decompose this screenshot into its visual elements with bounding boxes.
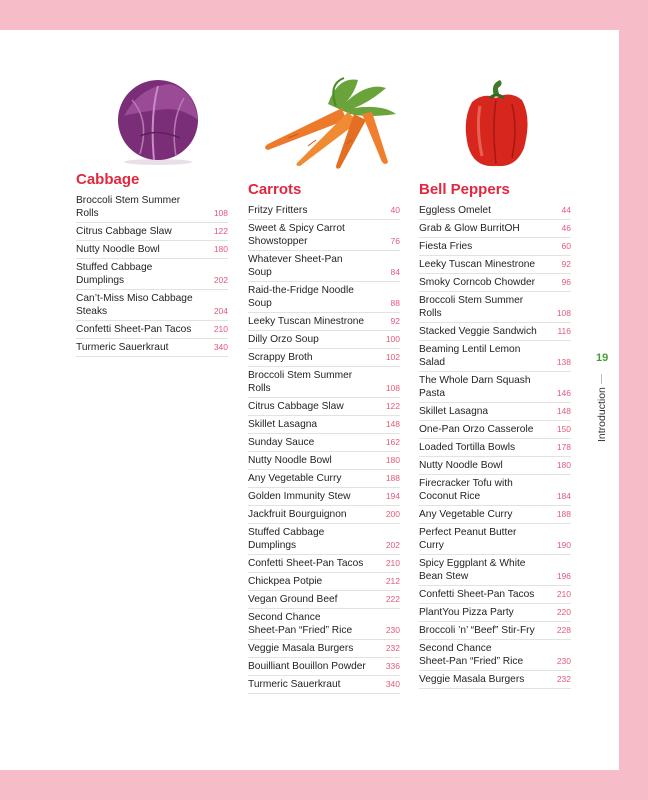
recipe-name: Nutty Noodle Bowl: [419, 460, 503, 471]
recipe-name: Firecracker Tofu with Coconut Rice: [419, 478, 513, 502]
recipe-name: Second Chance Sheet-Pan “Fried” Rice: [419, 643, 524, 667]
recipe-page-number: 228: [556, 625, 571, 635]
recipe-name: Confetti Sheet-Pan Tacos: [76, 324, 192, 335]
recipe-index-entry: [248, 313, 400, 331]
side-divider: [601, 374, 602, 384]
recipe-index-entry: [419, 202, 571, 220]
recipe-name: Jackfruit Bourguignon: [248, 509, 347, 520]
recipe-index-entry: [248, 331, 400, 349]
recipe-page-number: 340: [213, 342, 228, 352]
recipe-page-number: 190: [556, 540, 571, 550]
recipe-page-number: 40: [390, 205, 400, 215]
recipe-name: Turmeric Sauerkraut: [76, 342, 169, 353]
recipe-page-number: 202: [385, 540, 400, 550]
recipe-page-number: 148: [556, 406, 571, 416]
recipe-index-entry: [248, 488, 400, 506]
recipe-index-entry: [248, 452, 400, 470]
recipe-page-number: 88: [390, 298, 400, 308]
bell-peppers-recipe-list: [419, 202, 571, 689]
recipe-index-entry: [419, 372, 571, 403]
recipe-name: Stacked Veggie Sandwich: [419, 326, 537, 337]
recipe-name: Loaded Tortilla Bowls: [419, 442, 516, 453]
recipe-page-number: 230: [556, 656, 571, 666]
recipe-name: Veggie Masala Burgers: [248, 643, 354, 654]
recipe-index-entry: [419, 341, 571, 372]
recipe-index-entry: [248, 416, 400, 434]
carrots-index-column: [248, 180, 400, 694]
recipe-name: Raid-the-Fridge Noodle Soup: [248, 285, 354, 309]
recipe-page-number: 108: [213, 208, 228, 218]
bell-peppers-heading: Bell Peppers: [419, 181, 510, 198]
recipe-index-entry: [248, 506, 400, 524]
recipe-index-entry: [76, 321, 228, 339]
recipe-index-entry: [76, 339, 228, 357]
recipe-page-number: 180: [556, 460, 571, 470]
recipe-page-number: 202: [213, 275, 228, 285]
recipe-page-number: 108: [556, 308, 571, 318]
recipe-page-number: 116: [557, 326, 571, 336]
recipe-index-entry: [419, 506, 571, 524]
recipe-name: Leeky Tuscan Minestrone: [419, 259, 536, 270]
recipe-index-entry: [419, 323, 571, 341]
recipe-index-entry: [248, 282, 400, 313]
recipe-name: Skillet Lasagna: [248, 419, 318, 430]
recipe-index-entry: [76, 223, 228, 241]
recipe-index-entry: [419, 671, 571, 689]
recipe-name: Skillet Lasagna: [419, 406, 489, 417]
recipe-name: Vegan Ground Beef: [248, 594, 338, 605]
recipe-name: Nutty Noodle Bowl: [76, 244, 160, 255]
recipe-index-entry: [76, 192, 228, 223]
recipe-name: Smoky Corncob Chowder: [419, 277, 536, 288]
recipe-index-entry: [248, 658, 400, 676]
recipe-index-entry: [76, 241, 228, 259]
cabbage-heading: Cabbage: [76, 171, 140, 188]
recipe-index-entry: [248, 555, 400, 573]
carrots-illustration: [258, 74, 408, 170]
recipe-index-entry: [419, 475, 571, 506]
recipe-index-entry: [419, 238, 571, 256]
recipe-name: Broccoli Stem Summer Rolls: [76, 195, 181, 219]
recipe-index-entry: [419, 292, 571, 323]
recipe-name: Broccoli Stem Summer Rolls: [248, 370, 353, 394]
recipe-page-number: 108: [385, 383, 400, 393]
recipe-page-number: 146: [556, 388, 571, 398]
recipe-index-entry: [419, 604, 571, 622]
recipe-index-entry: [76, 259, 228, 290]
recipe-page-number: 212: [385, 576, 400, 586]
recipe-page-number: 92: [390, 316, 400, 326]
page-number: 19: [596, 352, 609, 364]
section-side-tab: [588, 352, 618, 452]
recipe-page-number: 162: [385, 437, 400, 447]
recipe-page-number: 188: [556, 509, 571, 519]
recipe-page-number: 184: [556, 491, 571, 501]
recipe-page-number: 336: [385, 661, 400, 671]
recipe-index-entry: [248, 591, 400, 609]
section-label: Introduction: [596, 387, 608, 442]
recipe-name: One-Pan Orzo Casserole: [419, 424, 534, 435]
recipe-name: Grab & Glow BurritOH: [419, 223, 520, 234]
recipe-page-number: 340: [385, 679, 400, 689]
recipe-name: Spicy Eggplant & White Bean Stew: [419, 558, 526, 582]
recipe-index-entry: [419, 256, 571, 274]
recipe-page-number: 60: [561, 241, 571, 251]
recipe-page-number: 210: [213, 324, 228, 334]
recipe-page-number: 76: [390, 236, 400, 246]
recipe-name: Citrus Cabbage Slaw: [248, 401, 344, 412]
recipe-page-number: 188: [385, 473, 400, 483]
recipe-name: Confetti Sheet-Pan Tacos: [419, 589, 535, 600]
recipe-index-entry: [248, 640, 400, 658]
recipe-name: Perfect Peanut Butter Curry: [419, 527, 517, 551]
recipe-index-entry: [248, 676, 400, 694]
recipe-name: Leeky Tuscan Minestrone: [248, 316, 365, 327]
recipe-page-number: 178: [556, 442, 571, 452]
recipe-index-entry: [419, 421, 571, 439]
recipe-name: Any Vegetable Curry: [248, 473, 342, 484]
recipe-name: Citrus Cabbage Slaw: [76, 226, 172, 237]
recipe-name: Confetti Sheet-Pan Tacos: [248, 558, 364, 569]
recipe-index-entry: [248, 398, 400, 416]
recipe-page-number: 46: [561, 223, 571, 233]
recipe-page-number: 232: [556, 674, 571, 684]
recipe-page-number: 222: [385, 594, 400, 604]
recipe-index-entry: [419, 403, 571, 421]
recipe-index-entry: [419, 586, 571, 604]
red-bell-pepper-illustration: [460, 78, 532, 170]
recipe-name: Sweet & Spicy Carrot Showstopper: [248, 223, 345, 247]
recipe-page-number: 180: [213, 244, 228, 254]
recipe-index-entry: [248, 524, 400, 555]
recipe-index-entry: [419, 555, 571, 586]
recipe-index-entry: [248, 470, 400, 488]
recipe-name: Veggie Masala Burgers: [419, 674, 525, 685]
recipe-name: Broccoli ’n’ “Beef” Stir-Fry: [419, 625, 535, 636]
recipe-index-entry: [248, 609, 400, 640]
recipe-page-number: 194: [385, 491, 400, 501]
carrots-heading: Carrots: [248, 181, 302, 198]
recipe-index-entry: [248, 251, 400, 282]
recipe-page-number: 96: [561, 277, 571, 287]
recipe-name: Chickpea Potpie: [248, 576, 323, 587]
recipe-index-entry: [419, 524, 571, 555]
recipe-index-entry: [419, 439, 571, 457]
recipe-index-entry: [248, 202, 400, 220]
recipe-name: Fiesta Fries: [419, 241, 473, 252]
recipe-name: Eggless Omelet: [419, 205, 491, 216]
recipe-page-number: 210: [556, 589, 571, 599]
recipe-name: Nutty Noodle Bowl: [248, 455, 332, 466]
recipe-index-entry: [248, 434, 400, 452]
recipe-page-number: 204: [213, 306, 228, 316]
recipe-page-number: 92: [561, 259, 571, 269]
recipe-page-number: 102: [385, 352, 400, 362]
recipe-page-number: 150: [556, 424, 571, 434]
recipe-name: Fritzy Fritters: [248, 205, 308, 216]
recipe-page-number: 180: [385, 455, 400, 465]
recipe-name: Broccoli Stem Summer Rolls: [419, 295, 524, 319]
recipe-index-entry: [419, 274, 571, 292]
recipe-page-number: 200: [385, 509, 400, 519]
cabbage-index-column: [76, 170, 228, 357]
recipe-name: Stuffed Cabbage Dumplings: [76, 262, 153, 286]
recipe-name: Turmeric Sauerkraut: [248, 679, 341, 690]
recipe-index-entry: [419, 220, 571, 238]
recipe-page-number: 220: [556, 607, 571, 617]
recipe-name: Any Vegetable Curry: [419, 509, 513, 520]
recipe-index-entry: [419, 622, 571, 640]
bell-peppers-index-column: [419, 180, 571, 689]
recipe-index-entry: [248, 573, 400, 591]
recipe-name: Stuffed Cabbage Dumplings: [248, 527, 325, 551]
recipe-index-entry: [76, 290, 228, 321]
recipe-name: Can’t-Miss Miso Cabbage Steaks: [76, 293, 193, 317]
recipe-name: Second Chance Sheet-Pan “Fried” Rice: [248, 612, 353, 636]
recipe-name: Sunday Sauce: [248, 437, 315, 448]
recipe-page-number: 138: [556, 357, 571, 367]
recipe-page-number: 232: [385, 643, 400, 653]
recipe-page-number: 84: [390, 267, 400, 277]
recipe-index-entry: [248, 220, 400, 251]
recipe-index-entry: [419, 640, 571, 671]
recipe-page-number: 122: [385, 401, 400, 411]
recipe-name: Golden Immunity Stew: [248, 491, 351, 502]
cabbage-recipe-list: [76, 192, 228, 357]
recipe-page-number: 44: [561, 205, 571, 215]
recipe-page-number: 230: [385, 625, 400, 635]
recipe-name: PlantYou Pizza Party: [419, 607, 514, 618]
recipe-index-entry: [248, 367, 400, 398]
recipe-name: The Whole Darn Squash Pasta: [419, 375, 531, 399]
recipe-name: Dilly Orzo Soup: [248, 334, 319, 345]
recipe-index-entry: [419, 457, 571, 475]
carrots-recipe-list: [248, 202, 400, 694]
recipe-name: Whatever Sheet-Pan Soup: [248, 254, 343, 278]
recipe-index-entry: [248, 349, 400, 367]
recipe-page-number: 196: [556, 571, 571, 581]
recipe-name: Bouilliant Bouillon Powder: [248, 661, 366, 672]
recipe-name: Scrappy Broth: [248, 352, 313, 363]
recipe-page-number: 148: [385, 419, 400, 429]
recipe-page-number: 210: [385, 558, 400, 568]
recipe-page-number: 122: [213, 226, 228, 236]
red-cabbage-illustration: [110, 76, 206, 166]
recipe-page-number: 100: [385, 334, 400, 344]
recipe-name: Beaming Lentil Lemon Salad: [419, 344, 521, 368]
